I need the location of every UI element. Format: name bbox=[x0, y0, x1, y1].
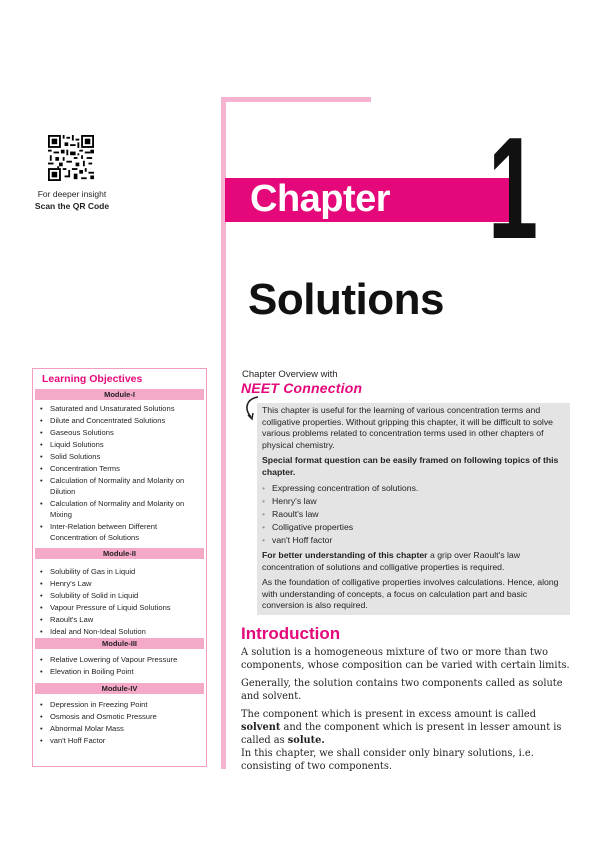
list-item: • Ideal and Non-Ideal Solution bbox=[38, 626, 206, 638]
better-understanding-paragraph bbox=[262, 550, 566, 573]
intro-text: The component which is present in excess amount is called bbox=[241, 709, 536, 720]
module-list bbox=[38, 654, 206, 678]
section-heading: Introduction bbox=[241, 624, 341, 643]
list-item: • van't Hoff factor bbox=[262, 534, 566, 547]
list-item: • Gaseous Solutions bbox=[38, 427, 206, 439]
module-header: Module-I bbox=[35, 389, 204, 400]
list-item: • Osmosis and Osmotic Pressure bbox=[38, 711, 206, 723]
intro-paragraph: In this chapter, we shall consider only binary solutions, i.e. consisting of two components. bbox=[241, 748, 534, 772]
top-rule bbox=[221, 97, 371, 102]
intro-paragraph: Generally, the solution contains two components called as solute and solvent. bbox=[241, 678, 563, 702]
module-list bbox=[38, 699, 206, 747]
list-item: • Relative Lowering of Vapour Pressure bbox=[38, 654, 206, 666]
topics-list bbox=[262, 482, 566, 547]
introduction-body bbox=[241, 646, 571, 778]
list-item: • Solid Solutions bbox=[38, 451, 206, 463]
module-header: Module-IV bbox=[35, 683, 204, 694]
overview-heading: Chapter Overview with bbox=[242, 369, 338, 380]
list-item: • Calculation of Normality and Molarity on Dilution bbox=[38, 475, 206, 497]
list-item: • Expressing concentration of solutions. bbox=[262, 482, 566, 495]
list-item: • Concentration Terms bbox=[38, 463, 206, 475]
list-item: • Vapour Pressure of Liquid Solutions bbox=[38, 602, 206, 614]
neet-connection-heading: NEET Connection bbox=[241, 380, 363, 396]
list-item: • Raoult's Law bbox=[38, 614, 206, 626]
learning-objectives-title: Learning Objectives bbox=[42, 373, 143, 385]
list-item: • van't Hoff Factor bbox=[38, 735, 206, 747]
qr-caption-line1: For deeper insight bbox=[37, 189, 107, 199]
intro-paragraph bbox=[241, 708, 571, 747]
list-item: • Henry's Law bbox=[38, 578, 206, 590]
term-solvent: solvent bbox=[241, 722, 281, 733]
list-item: • Saturated and Unsaturated Solutions bbox=[38, 403, 206, 415]
list-item: • Elevation in Boiling Point bbox=[38, 666, 206, 678]
module-list bbox=[38, 403, 206, 544]
module-list bbox=[38, 566, 206, 638]
overview-paragraph: As the foundation of colligative properties involves calculations. Hence, along with understanding of concepts, a focus on calculation part and basic conversion is also required. bbox=[262, 577, 559, 610]
overview-content bbox=[262, 405, 566, 616]
module-header: Module-III bbox=[35, 638, 204, 649]
qr-caption bbox=[22, 188, 122, 212]
list-item: • Abnormal Molar Mass bbox=[38, 723, 206, 735]
list-item: • Colligative properties bbox=[262, 521, 566, 534]
special-format-note: Special format question can be easily framed on following topics of this chapter. bbox=[262, 455, 559, 477]
page-title: Solutions bbox=[248, 275, 444, 324]
list-item: • Inter-Relation between Different Concentration of Solutions bbox=[38, 521, 206, 543]
term-solute: solute. bbox=[287, 735, 325, 746]
list-item: • Raoult's law bbox=[262, 508, 566, 521]
chapter-number: 1 bbox=[488, 107, 539, 269]
list-item: • Solubility of Gas in Liquid bbox=[38, 566, 206, 578]
chapter-label: Chapter bbox=[250, 178, 391, 220]
list-item: • Depression in Freezing Point bbox=[38, 699, 206, 711]
qr-code[interactable] bbox=[48, 135, 94, 181]
list-item: • Henry's law bbox=[262, 495, 566, 508]
list-item: • Dilute and Concentrated Solutions bbox=[38, 415, 206, 427]
overview-paragraph: This chapter is useful for the learning of various concentration terms and colligative properties. Without gripping this chapter, it will be difficult to solve various problems related to concentration terms used in other chapters of physical chemistry. bbox=[262, 405, 554, 450]
list-item: • Liquid Solutions bbox=[38, 439, 206, 451]
module-header: Module-II bbox=[35, 548, 204, 559]
better-understanding-text: a grip over Raoult's law concentration of solutions and colligative properties is required. bbox=[262, 550, 520, 572]
list-item: • Calculation of Normality and Molarity on Mixing bbox=[38, 498, 206, 520]
qr-caption-line2: Scan the QR Code bbox=[34, 201, 110, 211]
intro-paragraph: A solution is a homogeneous mixture of two or more than two components, whose composition can be varied with certain limits. bbox=[241, 647, 570, 671]
list-item: • Solubility of Solid in Liquid bbox=[38, 590, 206, 602]
better-understanding-lead: For better understanding of this chapter bbox=[262, 550, 428, 560]
intro-text: and the component which is present in lesser amount is called as bbox=[241, 722, 562, 746]
